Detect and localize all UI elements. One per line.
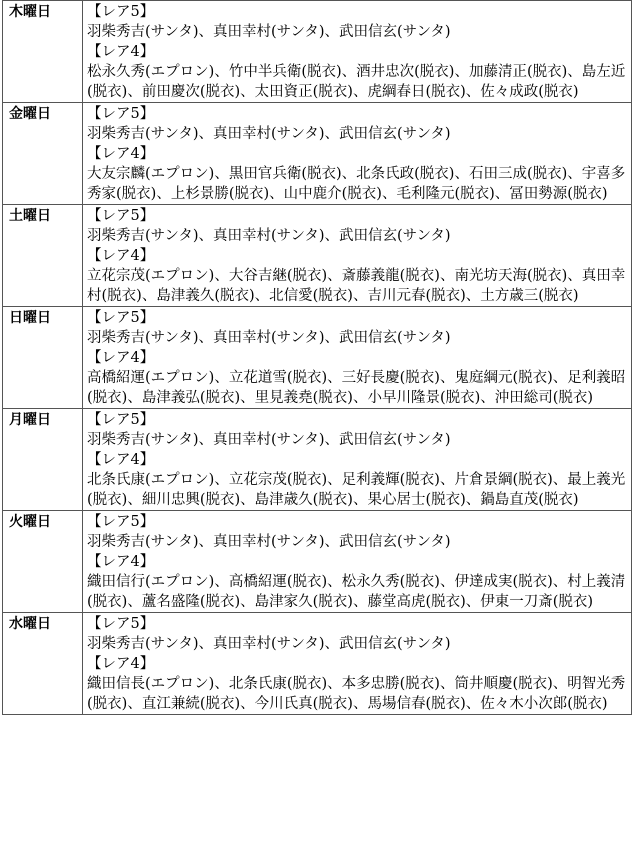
schedule-row-monday [3, 409, 632, 511]
day-cell: 金曜日 [3, 103, 83, 205]
rarity4-heading: 【レア4】 [87, 44, 155, 60]
day-cell: 月曜日 [3, 409, 83, 511]
schedule-row-sunday [3, 307, 632, 409]
characters-cell [83, 205, 632, 307]
schedule-row-friday [3, 103, 632, 205]
rarity4-heading: 【レア4】 [87, 452, 155, 468]
characters-cell [83, 1, 632, 103]
rarity5-list: 羽柴秀吉(サンタ)、真田幸村(サンタ)、武田信玄(サンタ) [87, 330, 451, 346]
characters-cell [83, 103, 632, 205]
schedule-row-wednesday [3, 613, 632, 715]
rarity4-heading: 【レア4】 [87, 248, 155, 264]
rarity4-heading: 【レア4】 [87, 554, 155, 570]
schedule-row-tuesday [3, 511, 632, 613]
day-cell: 火曜日 [3, 511, 83, 613]
day-cell: 日曜日 [3, 307, 83, 409]
rarity4-heading: 【レア4】 [87, 656, 155, 672]
rarity5-list: 羽柴秀吉(サンタ)、真田幸村(サンタ)、武田信玄(サンタ) [87, 228, 451, 244]
rarity4-list: 大友宗麟(エプロン)、黒田官兵衛(脱衣)、北条氏政(脱衣)、石田三成(脱衣)、宇喜多秀家(脱衣)、上杉景勝(脱衣)、山中鹿介(脱衣)、毛利隆元(脱衣)、冨田勢源(脱衣) [87, 166, 626, 202]
rarity5-heading: 【レア5】 [87, 208, 155, 224]
schedule-row-thursday [3, 1, 632, 103]
characters-cell [83, 409, 632, 511]
gacha-schedule-table [2, 0, 632, 715]
rarity4-heading: 【レア4】 [87, 350, 155, 366]
rarity5-list: 羽柴秀吉(サンタ)、真田幸村(サンタ)、武田信玄(サンタ) [87, 636, 451, 652]
rarity4-heading: 【レア4】 [87, 146, 155, 162]
rarity5-heading: 【レア5】 [87, 310, 155, 326]
rarity4-list: 松永久秀(エプロン)、竹中半兵衛(脱衣)、酒井忠次(脱衣)、加藤清正(脱衣)、島左近(脱衣)、前田慶次(脱衣)、太田資正(脱衣)、虎綱春日(脱衣)、佐々成政(脱衣) [87, 64, 626, 100]
rarity5-heading: 【レア5】 [87, 106, 155, 122]
rarity4-list: 織田信行(エプロン)、高橋紹運(脱衣)、松永久秀(脱衣)、伊達成実(脱衣)、村上義清(脱衣)、蘆名盛隆(脱衣)、島津家久(脱衣)、藤堂高虎(脱衣)、伊東一刀斎(脱衣) [87, 574, 626, 610]
characters-cell [83, 613, 632, 715]
rarity5-list: 羽柴秀吉(サンタ)、真田幸村(サンタ)、武田信玄(サンタ) [87, 432, 451, 448]
rarity5-heading: 【レア5】 [87, 4, 155, 20]
rarity4-list: 高橋紹運(エプロン)、立花道雪(脱衣)、三好長慶(脱衣)、鬼庭綱元(脱衣)、足利義昭(脱衣)、島津義弘(脱衣)、里見義堯(脱衣)、小早川隆景(脱衣)、沖田総司(脱衣) [87, 370, 626, 406]
characters-cell [83, 307, 632, 409]
rarity4-list: 北条氏康(エプロン)、立花宗茂(脱衣)、足利義輝(脱衣)、片倉景綱(脱衣)、最上義光(脱衣)、細川忠興(脱衣)、島津歳久(脱衣)、果心居士(脱衣)、鍋島直茂(脱衣) [87, 472, 626, 508]
day-cell: 水曜日 [3, 613, 83, 715]
rarity5-heading: 【レア5】 [87, 412, 155, 428]
rarity4-list: 立花宗茂(エプロン)、大谷吉継(脱衣)、斎藤義龍(脱衣)、南光坊天海(脱衣)、真田幸村(脱衣)、島津義久(脱衣)、北信愛(脱衣)、吉川元春(脱衣)、土方歳三(脱衣) [87, 268, 626, 304]
rarity5-list: 羽柴秀吉(サンタ)、真田幸村(サンタ)、武田信玄(サンタ) [87, 24, 451, 40]
schedule-row-saturday [3, 205, 632, 307]
characters-cell [83, 511, 632, 613]
rarity5-heading: 【レア5】 [87, 616, 155, 632]
rarity5-list: 羽柴秀吉(サンタ)、真田幸村(サンタ)、武田信玄(サンタ) [87, 534, 451, 550]
rarity5-heading: 【レア5】 [87, 514, 155, 530]
rarity5-list: 羽柴秀吉(サンタ)、真田幸村(サンタ)、武田信玄(サンタ) [87, 126, 451, 142]
rarity4-list: 織田信長(エプロン)、北条氏康(脱衣)、本多忠勝(脱衣)、筒井順慶(脱衣)、明智光秀(脱衣)、直江兼続(脱衣)、今川氏真(脱衣)、馬場信春(脱衣)、佐々木小次郎(脱衣) [87, 676, 626, 712]
schedule-body [3, 1, 632, 715]
day-cell: 土曜日 [3, 205, 83, 307]
day-cell: 木曜日 [3, 1, 83, 103]
